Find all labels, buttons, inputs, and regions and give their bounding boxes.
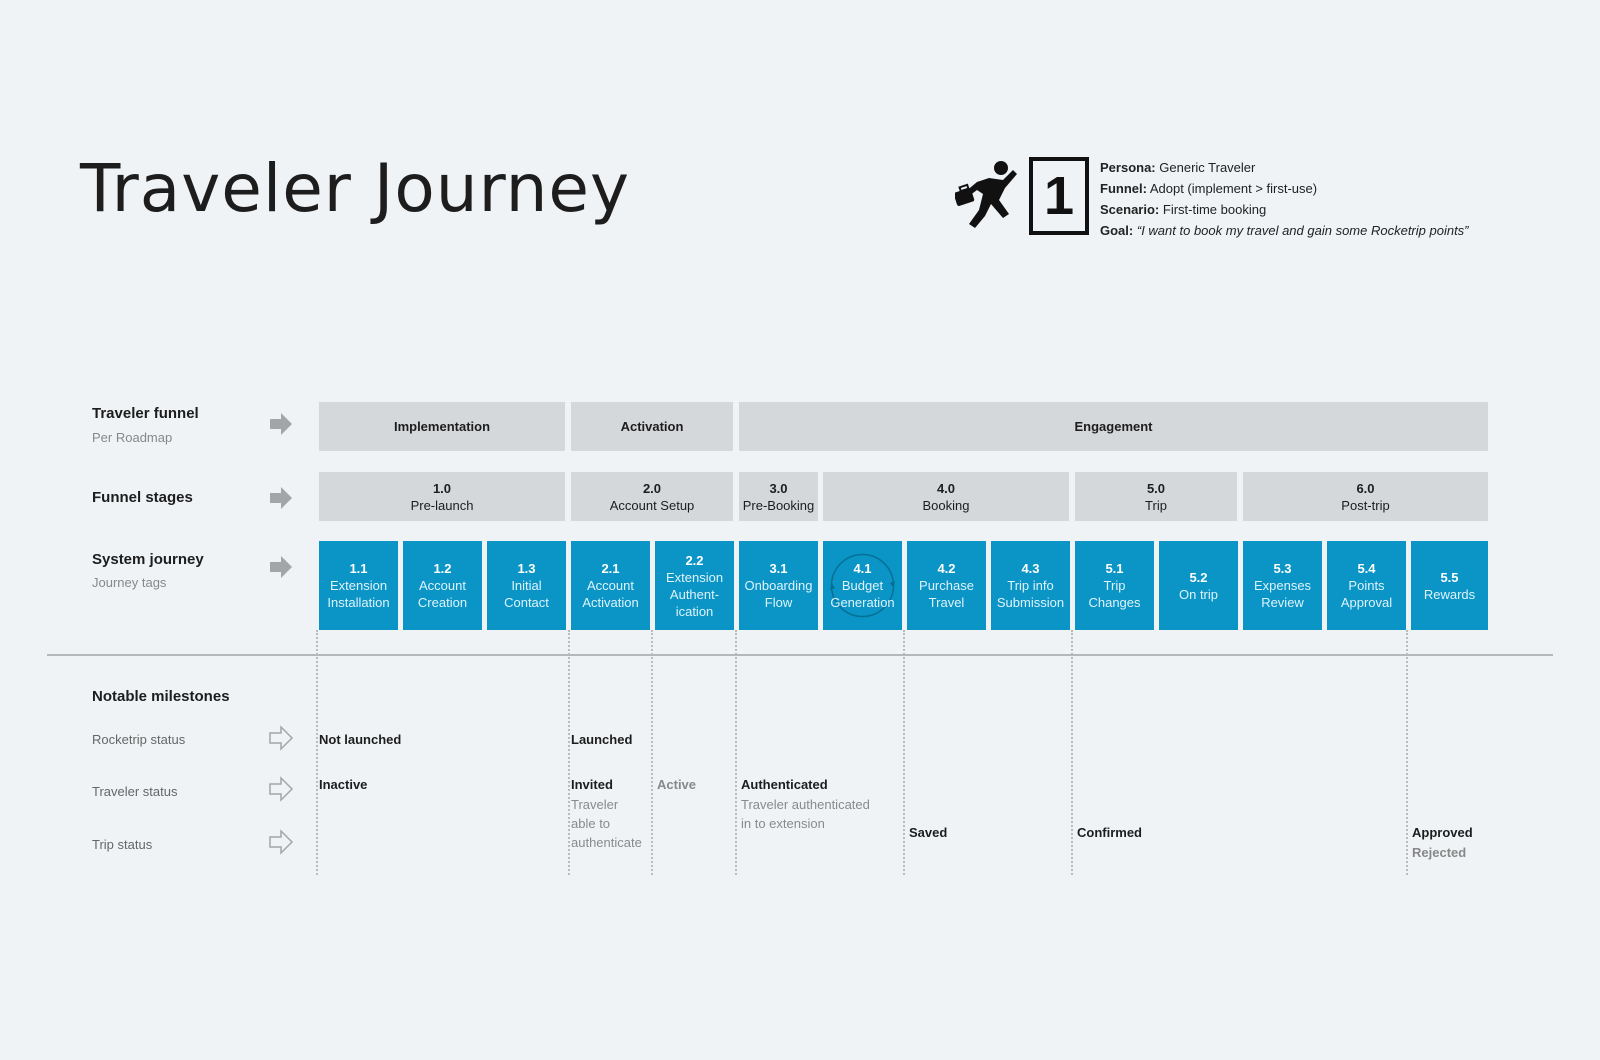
- note-line: authenticate: [571, 835, 642, 850]
- journey-tag: [991, 541, 1070, 630]
- milestone-confirmed: Confirmed: [1077, 825, 1142, 840]
- trip-status-label: Trip status: [92, 837, 153, 852]
- journey-tag: [1075, 541, 1154, 630]
- journey-tag: [655, 541, 734, 630]
- journey-line: Extension: [665, 569, 724, 585]
- milestone-guide: [735, 630, 737, 875]
- milestone-guide: [903, 630, 905, 875]
- stage-number: 2.0: [642, 480, 662, 496]
- journey-number: 5.2: [1189, 569, 1208, 585]
- journey-tag: [907, 541, 986, 630]
- journey-tag: [1327, 541, 1406, 630]
- journey-line: Submission: [996, 595, 1065, 610]
- journey-tag: [1411, 541, 1488, 630]
- note-line: Traveler: [571, 797, 619, 812]
- milestone-invited-note: [571, 795, 642, 852]
- journey-number: 5.1: [1105, 561, 1124, 576]
- milestone-rejected: Rejected: [1412, 845, 1467, 860]
- milestone-guide: [568, 630, 570, 875]
- note-line: able to: [571, 816, 611, 831]
- journey-line: Points: [1348, 578, 1385, 593]
- journey-line: On trip: [1178, 586, 1218, 602]
- journey-line: ication: [675, 603, 714, 619]
- journey-line: Initial: [511, 578, 542, 593]
- arrow-right-icon: [268, 554, 294, 580]
- journey-tag: [1243, 541, 1322, 630]
- journey-line: Flow: [764, 595, 793, 610]
- journey-line: Travel: [928, 595, 965, 610]
- funnel-label: Engagement: [1074, 419, 1153, 434]
- running-traveler-icon: [955, 160, 1019, 232]
- journey-line: Purchase: [919, 578, 974, 593]
- persona-number-badge: 1: [1029, 157, 1089, 235]
- journey-number: 2.2: [685, 552, 704, 568]
- traveler-funnel-label: Traveler funnel: [92, 405, 199, 422]
- stage-box: [1075, 472, 1237, 521]
- journey-number: 1.3: [517, 561, 536, 576]
- journey-line: Account: [587, 578, 634, 593]
- persona-value: Generic Traveler: [1159, 160, 1256, 175]
- journey-line: Trip: [1103, 578, 1126, 593]
- milestone-authenticated-note: [741, 795, 870, 833]
- journey-line: Account: [419, 578, 466, 593]
- traveler-funnel-sub: Per Roadmap: [92, 430, 173, 445]
- stage-number: 1.0: [432, 480, 452, 496]
- journey-line: Extension: [329, 578, 388, 593]
- arrow-right-icon: [268, 411, 294, 437]
- journey-tag: [739, 541, 818, 630]
- goal-label: Goal:: [1100, 223, 1134, 238]
- journey-number: 4.1: [853, 561, 872, 576]
- funnel-stages-label: Funnel stages: [92, 489, 193, 506]
- milestone-guide: [651, 630, 653, 875]
- journey-line: Budget: [841, 578, 884, 593]
- funnel-line: [1100, 178, 1469, 199]
- journey-line: Generation: [830, 595, 895, 610]
- funnel-label: Implementation: [393, 419, 491, 434]
- arrow-right-outline-icon: [268, 776, 294, 802]
- journey-line: Authent-: [669, 586, 720, 602]
- arrow-right-icon: [268, 485, 294, 511]
- stage-name: Trip: [1145, 497, 1167, 513]
- journey-line: Creation: [417, 595, 468, 610]
- funnel-value: Adopt (implement > first-use): [1149, 181, 1318, 196]
- note-line: Traveler authenticated: [741, 797, 870, 812]
- system-journey-sub: Journey tags: [92, 575, 167, 590]
- goal-line: [1100, 220, 1469, 241]
- stage-number: 3.0: [769, 480, 788, 496]
- goal-value: “I want to book my travel and gain some Rocketrip points”: [1136, 223, 1469, 238]
- stage-name: Post-trip: [1341, 497, 1390, 513]
- scenario-value: First-time booking: [1162, 202, 1267, 217]
- funnel-engagement: [739, 402, 1488, 451]
- milestone-inactive: Inactive: [319, 777, 368, 792]
- traveler-status-label: Traveler status: [92, 784, 178, 799]
- stage-name: Account Setup: [609, 497, 695, 513]
- stage-number: 4.0: [936, 480, 956, 496]
- journey-line: Installation: [327, 595, 390, 610]
- section-divider: [47, 654, 1553, 656]
- stage-box: [739, 472, 818, 521]
- funnel-activation: [571, 402, 733, 451]
- funnel-implementation: [319, 402, 565, 451]
- persona-label: Persona:: [1100, 160, 1156, 175]
- stage-box: [823, 472, 1069, 521]
- funnel-label: Activation: [620, 419, 684, 434]
- journey-line: Rewards: [1423, 586, 1476, 602]
- journey-number: 4.2: [937, 561, 956, 576]
- milestone-guide: [1406, 630, 1408, 875]
- journey-number: 1.2: [433, 561, 452, 576]
- stage-name: Booking: [922, 497, 970, 513]
- journey-tag: [1159, 541, 1238, 630]
- persona-line: [1100, 157, 1469, 178]
- journey-line: Expenses: [1253, 578, 1312, 593]
- journey-tag: [571, 541, 650, 630]
- journey-tag: [319, 541, 398, 630]
- milestone-approved: Approved: [1412, 825, 1473, 840]
- journey-tag: [403, 541, 482, 630]
- milestone-guide: [316, 630, 318, 875]
- stage-number: 5.0: [1146, 480, 1166, 496]
- milestone-launched: Launched: [571, 732, 633, 747]
- milestone-not-launched: Not launched: [319, 732, 402, 747]
- system-journey-label: System journey: [92, 551, 204, 568]
- stage-name: Pre-Booking: [742, 497, 815, 513]
- journey-line: Onboarding: [744, 578, 813, 593]
- journey-line: Activation: [582, 595, 639, 610]
- journey-number: 5.4: [1357, 561, 1376, 576]
- journey-line: Approval: [1340, 595, 1393, 610]
- scenario-label: Scenario:: [1100, 202, 1160, 217]
- stage-number: 6.0: [1356, 480, 1375, 496]
- milestones-heading: Notable milestones: [92, 688, 230, 705]
- arrow-right-outline-icon: [268, 725, 294, 751]
- journey-line: Review: [1261, 595, 1304, 610]
- scenario-line: [1100, 199, 1469, 220]
- journey-number: 2.1: [601, 561, 620, 576]
- persona-meta: [1100, 157, 1469, 241]
- journey-tag: [823, 541, 902, 630]
- funnel-label: Funnel:: [1100, 181, 1147, 196]
- stage-box: [571, 472, 733, 521]
- page-title: Traveler Journey: [80, 150, 631, 227]
- stage-name: Pre-launch: [410, 497, 474, 513]
- stage-box: [1243, 472, 1488, 521]
- journey-number: 5.3: [1273, 561, 1292, 576]
- journey-line: Trip info: [1007, 578, 1054, 593]
- journey-number: 5.5: [1440, 569, 1459, 585]
- milestone-saved: Saved: [909, 825, 948, 840]
- rocketrip-status-label: Rocketrip status: [92, 732, 186, 747]
- journey-tag: [487, 541, 566, 630]
- journey-number: 4.3: [1021, 561, 1040, 576]
- milestone-active: Active: [657, 777, 697, 792]
- note-line: in to extension: [741, 816, 825, 831]
- journey-line: Contact: [504, 595, 549, 610]
- journey-number: 1.1: [349, 561, 368, 576]
- milestone-guide: [1071, 630, 1073, 875]
- journey-number: 3.1: [769, 561, 788, 576]
- journey-line: Changes: [1088, 595, 1141, 610]
- stage-box: [319, 472, 565, 521]
- milestone-invited: Invited: [571, 777, 613, 792]
- arrow-right-outline-icon: [268, 829, 294, 855]
- milestone-authenticated: Authenticated: [741, 777, 828, 792]
